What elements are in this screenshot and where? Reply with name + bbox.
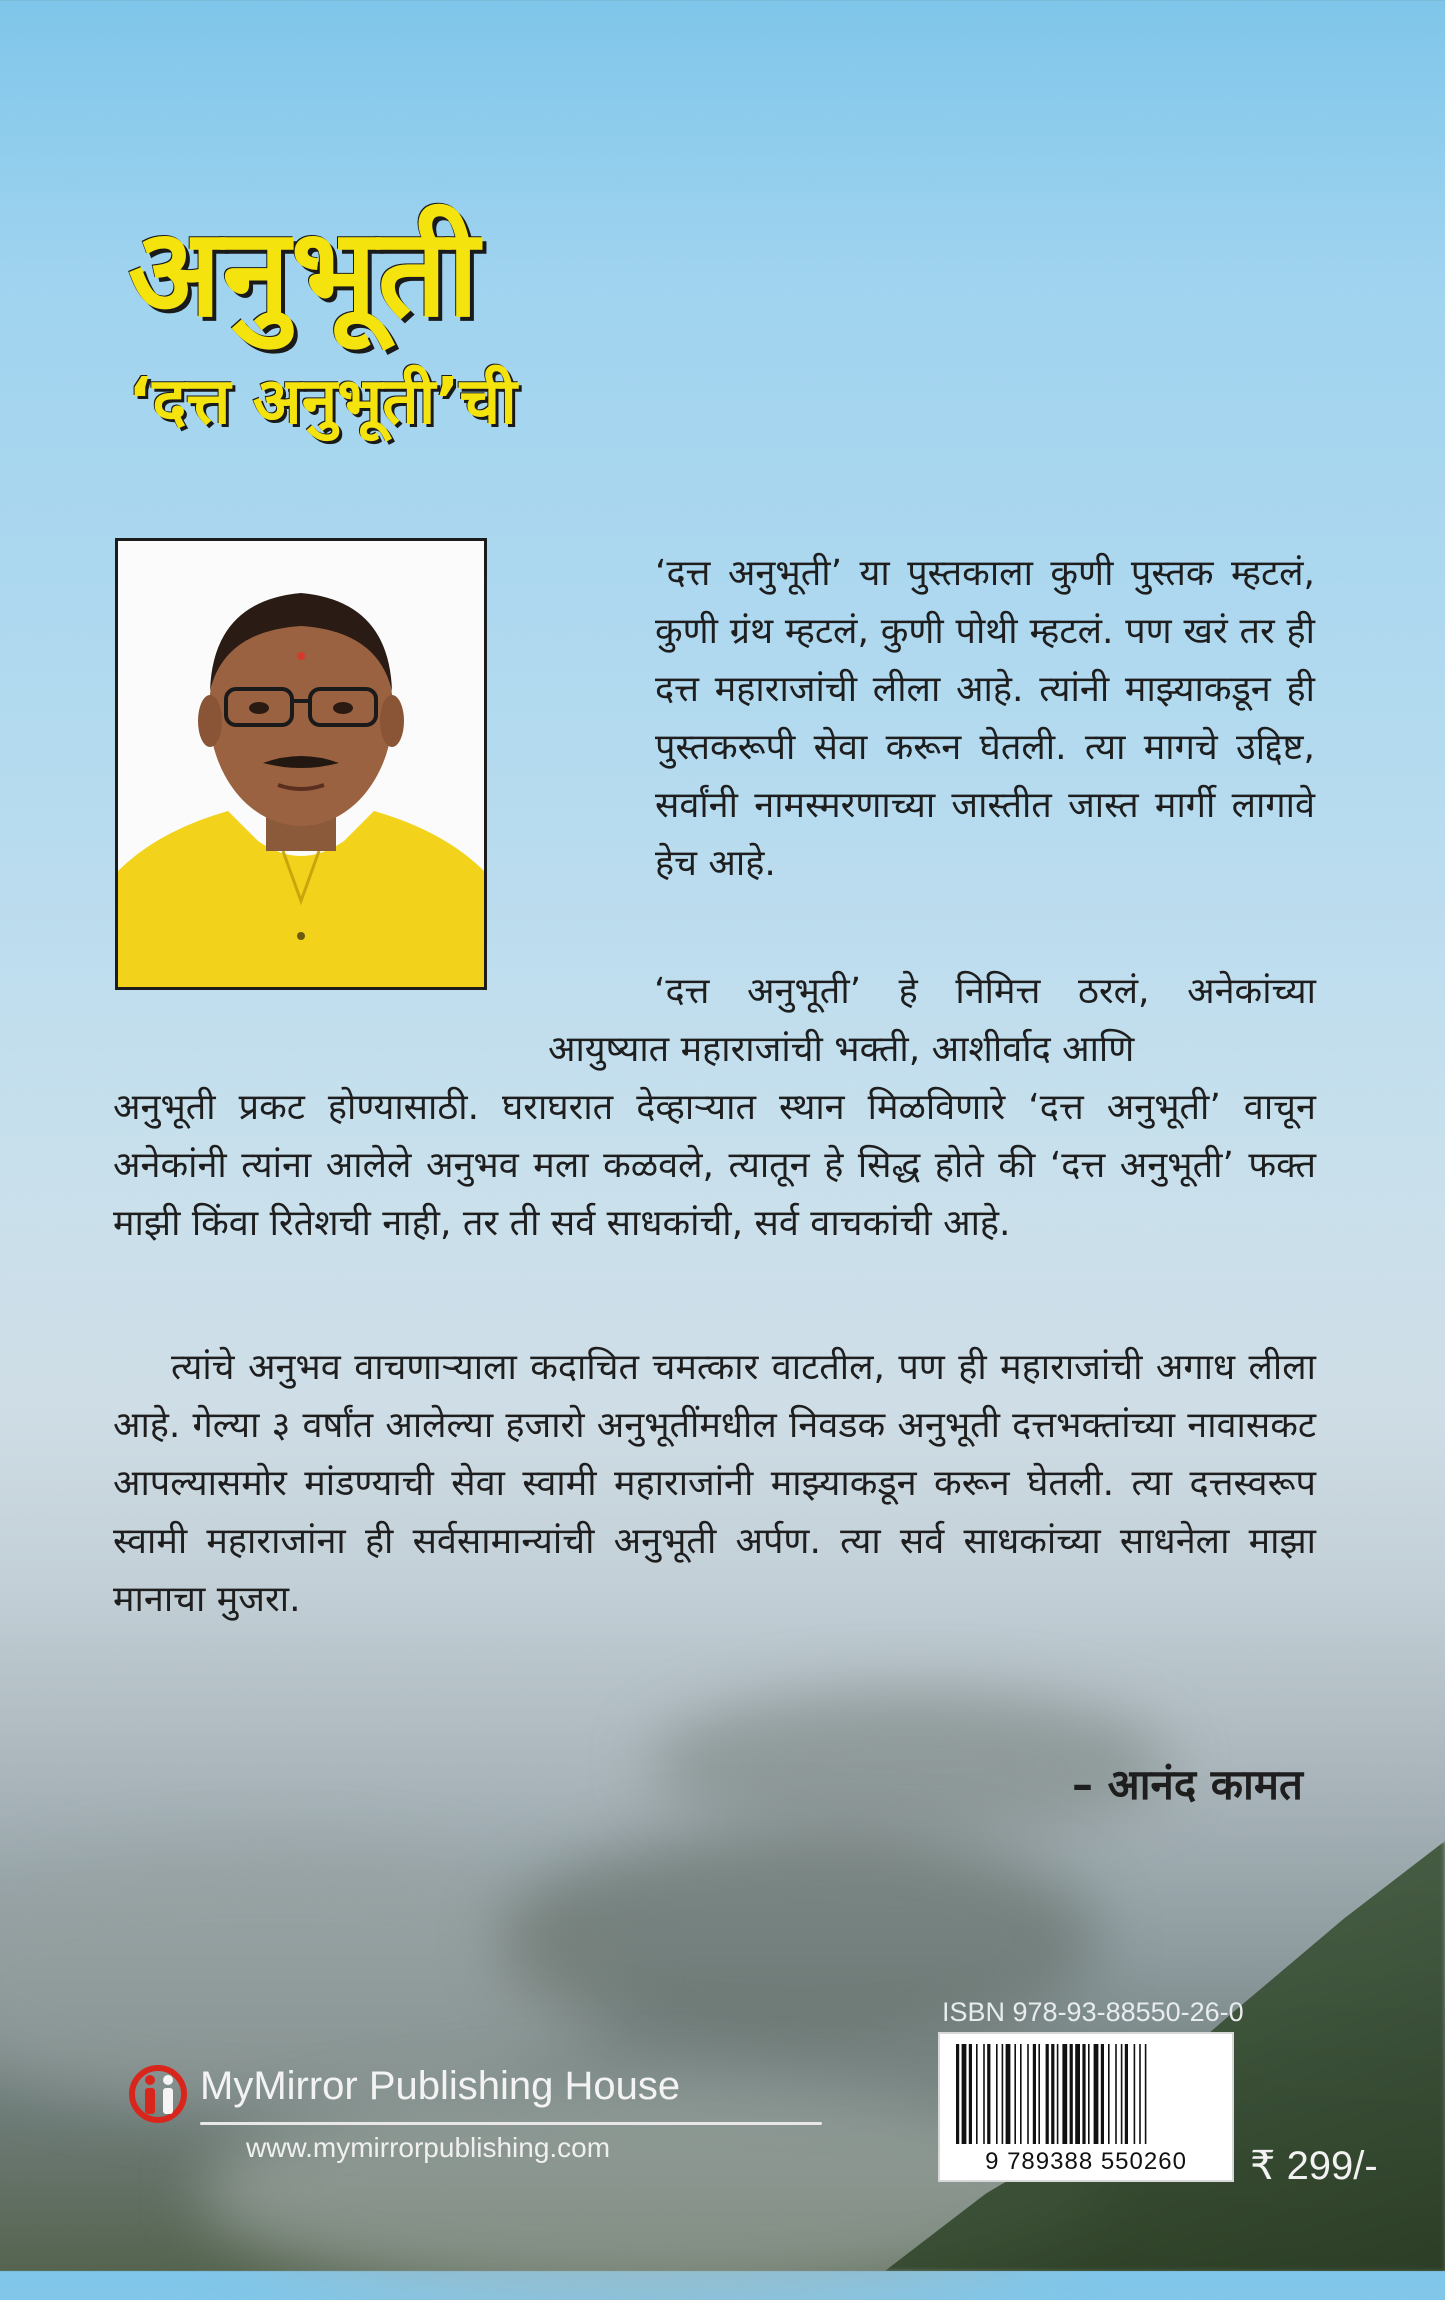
publisher-divider [200,2122,822,2125]
book-title: अनुभूती [128,202,480,344]
barcode [938,2032,1234,2182]
blurb-paragraph-2-end: अनुभूती प्रकट होण्यासाठी. घराघरात देव्हाऱ्यात स्थान मिळविणारे ‘दत्त अनुभूती’ वाचून अनेकांनी त्यांना आलेले अनुभव मला कळवले, त्यातून हे सिद्ध होते की ‘दत्त अनुभूती’ फक्त माझी किंवा रितेशची नाही, तर ती सर्व साधकांची, सर्व वाचकांची आहे. [113,1087,1316,1244]
publisher-logo-icon [128,2058,192,2126]
publisher-name: MyMirror Publishing House [200,2064,681,2108]
book-subtitle: ‘दत्त अनुभूती’ची [128,365,517,439]
barcode-number: 9 789388 550260 [985,2148,1187,2175]
publisher-website[interactable]: www.mymirrorpublishing.com [246,2132,611,2163]
price-label: ₹ 299/- [1250,2144,1378,2188]
author-photo [115,538,487,990]
barcode-bars [952,2044,1222,2144]
blurb-paragraph-2-start: ‘दत्त अनुभूती’ हे निमित्त ठरलं, अनेकांच्या आयुष्यात महाराजांची भक्ती, आशीर्वाद आणि [548,971,1316,1070]
blurb-paragraph-1: ‘दत्त अनुभूती’ या पुस्तकाला कुणी पुस्तक म्हटलं, कुणी ग्रंथ म्हटलं, कुणी पोथी म्हटलं. पण खरं तर ही दत्त महाराजांची लीला आहे. त्यांनी माझ्याकडून ही पुस्तकरूपी सेवा करून घेतली. त्या मागचे उद्दिष्ट, सर्वांनी नामस्मरणाच्या जास्तीत जास्त मार्गी लागावे हेच आहे. [655,553,1315,884]
blurb-paragraph-3: त्यांचे अनुभव वाचणाऱ्याला कदाचित चमत्कार वाटतील, पण ही महाराजांची अगाध लीला आहे. गेल्या ३ वर्षांत आलेल्या हजारो अनुभूतींमधील निवडक अनुभूती दत्तभक्तांच्या नावासकट आपल्यासमोर मांडण्याची सेवा स्वामी महाराजांनी माझ्याकडून करून घेतली. त्या दत्तस्वरूप स्वामी महाराजांना ही सर्वसामान्यांची अनुभूती अर्पण. त्या सर्व साधकांच्या साधनेला माझा मानाचा मुजरा. [113,1347,1316,1620]
author-signature: – आनंद कामत [1072,1760,1303,1809]
isbn-label: ISBN 978-93-88550-26-0 [942,1997,1244,2027]
